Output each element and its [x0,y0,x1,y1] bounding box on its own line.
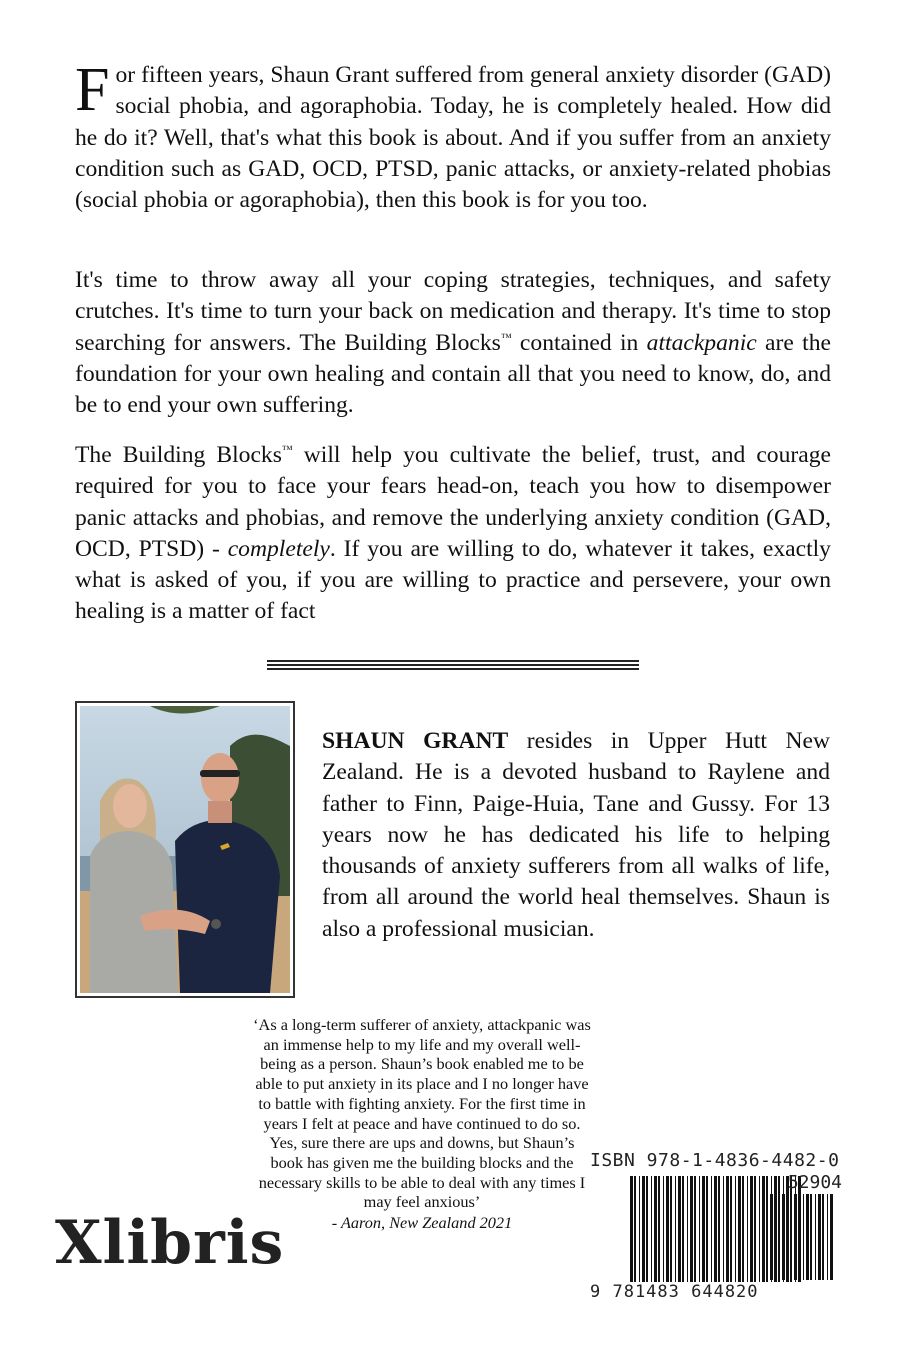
barcode-stripe [830,1194,833,1280]
p3-text-b: will help you cultivate the belief, trust, and courage required for you to face your fears head-on, teach you how to disempower panic attacks and phobias, and remove the underlying anxiety condition (GAD, OCD, PTSD) - [75,442,832,562]
publisher-logo: Xlibris [55,1208,285,1278]
isbn-barcode [588,1148,846,1308]
barcode-stripe [706,1176,708,1282]
barcode-stripe [742,1176,744,1282]
quote-attribution: - Aaron, New Zealand 2021 [331,1213,513,1233]
barcode-stripe [723,1176,724,1282]
barcode-stripe [754,1176,756,1282]
barcode-stripe [675,1176,676,1282]
author-bio [322,726,830,945]
testimonial-quote [252,1015,592,1233]
third-paragraph [75,440,831,628]
barcode-stripe [735,1176,736,1282]
drop-cap: F [75,56,110,124]
barcode-stripe [711,1176,712,1282]
barcode-stripe [738,1176,741,1282]
barcode-stripe [639,1176,640,1282]
barcode-stripe [651,1176,652,1282]
barcode-stripe [670,1176,672,1282]
book-title-emphasis: attackpanic [646,329,757,356]
barcode-stripe [642,1176,645,1282]
p2-text-a: It's time to throw away all your coping strategies, techniques, and safety crutches. It's time to turn your back on medication and therapy. It's time to stop searching for answers. The Building Blocks [75,267,831,356]
p3-text-c: . If you are willing to do, whatever it takes, exactly what is asked of you, if you are willing to practice and persevere, your own healing is a matter of fact [75,535,831,625]
barcode-stripe [774,1194,776,1280]
intro-paragraph [75,56,831,216]
p2-text-c: are the foundation for your own healing and contain all that you need to know, do, and be to end your own suffering. [75,329,832,419]
barcode-stripe [690,1176,693,1282]
barcode-stripe [806,1194,809,1280]
barcode-stripe [786,1194,788,1280]
barcode-stripe [798,1194,800,1280]
barcode-stripe [630,1176,633,1282]
barcode-stripe [634,1176,636,1282]
bio-text: resides in Upper Hutt New Zealand. He is a devoted husband to Raylene and father to Finn, Paige-Huia, Tane and Gussy. For 13 years now he has dedicated his life to helping thousands of anxiety sufferers from all walks of life, from all around the world heal themselves. Shaun is also a professional musician. [322,728,830,942]
barcode-stripe [759,1176,760,1282]
barcode-stripe [815,1194,816,1280]
author-photo-illustration [80,706,290,993]
quote-text: ‘As a long-term sufferer of anxiety, attackpanic was an immense help to my life and my overall well-being as a person. Shaun’s book enabled me to be able to put anxiety in its place and I no longer have to battle with fighting anxiety. For the first time in years I felt at peace and have continued to do so. Yes, sure there are ups and downs, but Shaun’s book has given me the building blocks and the necessary skills to be able to deal with any times I may feel anxious’ [253,1015,591,1212]
barcode-stripe [782,1194,785,1280]
barcode-stripe [699,1176,700,1282]
barcode-stripe [730,1176,732,1282]
barcode-stripe [714,1176,717,1282]
p2-text-b: contained in [511,329,647,356]
trademark-mark: ™ [281,444,293,457]
barcode-stripe [779,1194,780,1280]
second-paragraph [75,265,831,421]
barcode-stripe [654,1176,657,1282]
barcode-stripe [663,1176,664,1282]
intro-text: or fifteen years, Shaun Grant suffered from general anxiety disorder (GAD) social phobia, and agoraphobia. Today, he is completely healed. How did he do it? Well, that's what this book is about. And if you suffer from an anxiety condition such as GAD, OCD, PTSD, panic attacks, or anxiety-related phobias (social phobia or agoraphobia), then this book is for you too. [75,62,831,214]
trademark-mark: ™ [500,331,512,344]
barcode-stripe [718,1176,720,1282]
section-divider [267,660,639,672]
barcode-stripe [702,1176,705,1282]
barcode-stripe [827,1194,828,1280]
barcode-stripe [666,1176,669,1282]
barcode-stripe [810,1194,812,1280]
p3-text-a: The Building Blocks [75,442,282,468]
barcode-stripe [747,1176,748,1282]
barcode-stripe [766,1176,768,1282]
barcode-stripe [750,1176,753,1282]
barcode-stripe [818,1194,821,1280]
completely-emphasis: completely [227,535,330,562]
barcode-stripe [646,1176,648,1282]
barcode-stripe [794,1194,797,1280]
barcode-stripe [687,1176,688,1282]
barcode-stripe [678,1176,681,1282]
author-name: SHAUN GRANT [322,728,509,754]
barcode-stripe [682,1176,684,1282]
barcode-stripe [658,1176,660,1282]
barcode-stripe [694,1176,696,1282]
barcode-stripe [803,1194,804,1280]
price-code: 52904 [787,1172,842,1193]
barcode-digits: 9 781483 644820 [590,1282,759,1302]
isbn-label: ISBN 978-1-4836-4482-0 [590,1150,840,1171]
barcode-stripe [762,1176,765,1282]
barcode-stripe [770,1194,773,1280]
price-barcode-bars [770,1194,834,1280]
author-photo [75,701,295,998]
barcode-stripe [822,1194,824,1280]
barcode-stripe [791,1194,792,1280]
barcode-stripe [726,1176,729,1282]
